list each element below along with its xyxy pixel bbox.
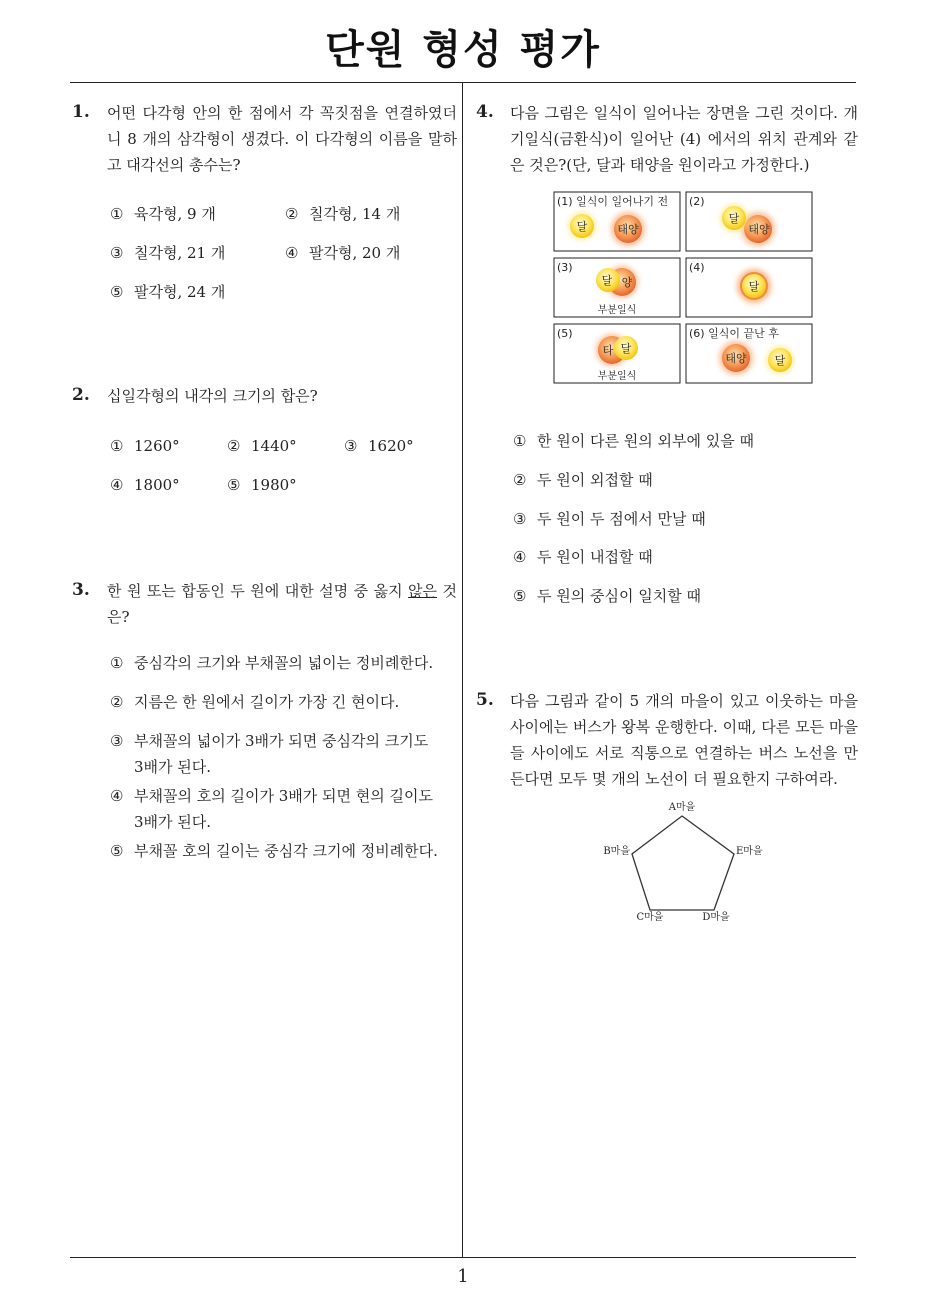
header-rule	[70, 82, 856, 83]
page-number: 1	[457, 1266, 469, 1287]
sun-label: 태양	[748, 223, 770, 236]
village-label-e: E마을	[736, 846, 763, 857]
option-2[interactable]: ② 지름은 한 원에서 길이가 가장 긴 현이다.	[110, 693, 400, 711]
underlined-word: 않은	[408, 582, 438, 600]
option-2[interactable]: ② 두 원이 외접할 때	[513, 471, 653, 489]
moon-label: 달	[728, 212, 740, 225]
eclipse-figure	[552, 190, 816, 386]
option-1[interactable]: ① 육각형, 9 개	[110, 205, 216, 223]
option-5[interactable]: ⑤ 부채꼴 호의 길이는 중심각 크기에 정비례한다.	[110, 842, 438, 860]
option-3[interactable]: ③ 1620°	[344, 437, 414, 455]
question-text: 한 원 또는 합동인 두 원에 대한 설명 중 옳지 않은 것은?	[107, 582, 457, 626]
option-4[interactable]: ④ 1800°	[110, 476, 180, 494]
option-5[interactable]: ⑤ 두 원의 중심이 일치할 때	[513, 587, 701, 605]
column-divider	[462, 83, 463, 1257]
option-3[interactable]: ③ 두 원이 두 점에서 만날 때	[513, 510, 706, 528]
option-1[interactable]: ① 중심각의 크기와 부채꼴의 넓이는 정비례한다.	[110, 654, 434, 672]
question-text: 다음 그림과 같이 5 개의 마을이 있고 이웃하는 마을 사이에는 버스가 왕복 운행한다. 이때, 다른 모든 마을들 사이에도 서로 직통으로 연결하는 버스 노선을 만든다면 모두 몇 개의 노선이 더 필요한지 구하여라.	[510, 692, 858, 788]
footer-rule	[70, 1257, 856, 1258]
question-number: 4.	[476, 102, 494, 122]
option-3[interactable]: ③ 부채꼴의 넓이가 3배가 되면 중심각의 크기도 3배가 된다.	[110, 732, 429, 776]
sun-label: 태양	[725, 352, 747, 365]
village-label-a: A마을	[668, 802, 696, 813]
option-1[interactable]: ① 1260°	[110, 437, 180, 455]
panel-caption: 부분일식	[597, 371, 637, 382]
question-number: 5.	[476, 690, 494, 710]
option-4[interactable]: ④ 팔각형, 20 개	[285, 244, 401, 262]
question-text: 어떤 다각형 안의 한 점에서 각 꼭짓점을 연결하였더니 8 개의 삼각형이 생겼다. 이 다각형의 이름을 말하고 대각선의 총수는?	[107, 104, 457, 174]
moon-label: 달	[576, 220, 588, 233]
option-4[interactable]: ④ 두 원이 내접할 때	[513, 548, 653, 566]
panel-caption: 부분일식	[597, 305, 637, 316]
village-label-b: B마을	[603, 846, 630, 857]
moon-label: 달	[620, 342, 632, 355]
option-1[interactable]: ① 한 원이 다른 원의 외부에 있을 때	[513, 432, 754, 450]
sun-label: 태양	[617, 223, 639, 236]
question-number: 1.	[72, 102, 90, 122]
panel-label: (2)	[689, 195, 705, 208]
option-5[interactable]: ⑤ 팔각형, 24 개	[110, 283, 226, 301]
moon-label: 달	[774, 354, 786, 367]
panel-label: (5)	[557, 327, 573, 340]
panel-label: (3)	[557, 261, 573, 274]
option-3[interactable]: ③ 칠각형, 21 개	[110, 244, 226, 262]
panel-label: (1) 일식이 일어나기 전	[557, 195, 669, 208]
panel-label: (4)	[689, 261, 705, 274]
sun-label: 타	[602, 344, 614, 357]
village-pentagon-figure	[596, 798, 772, 924]
moon-label: 달	[748, 280, 760, 293]
village-label-c: C마을	[636, 912, 664, 923]
sun-label: 양	[621, 276, 633, 289]
option-2[interactable]: ② 칠각형, 14 개	[285, 205, 401, 223]
panel-label: (6) 일식이 끝난 후	[689, 327, 779, 340]
page-title: 단원 형성 평가	[325, 27, 601, 73]
option-5[interactable]: ⑤ 1980°	[227, 476, 297, 494]
village-label-d: D마을	[702, 912, 730, 923]
question-text: 다음 그림은 일식이 일어나는 장면을 그린 것이다. 개기일식(금환식)이 일어난 (4) 에서의 위치 관계와 같은 것은?(단, 달과 태양을 원이라고 가정한다.)	[510, 104, 858, 174]
option-4[interactable]: ④ 부채꼴의 호의 길이가 3배가 되면 현의 길이도 3배가 된다.	[110, 787, 433, 831]
moon-label: 달	[601, 274, 613, 287]
question-text: 십일각형의 내각의 크기의 합은?	[107, 387, 318, 405]
option-2[interactable]: ② 1440°	[227, 437, 297, 455]
question-number: 2.	[72, 385, 90, 405]
question-number: 3.	[72, 580, 90, 600]
pentagon-shape	[632, 816, 734, 910]
